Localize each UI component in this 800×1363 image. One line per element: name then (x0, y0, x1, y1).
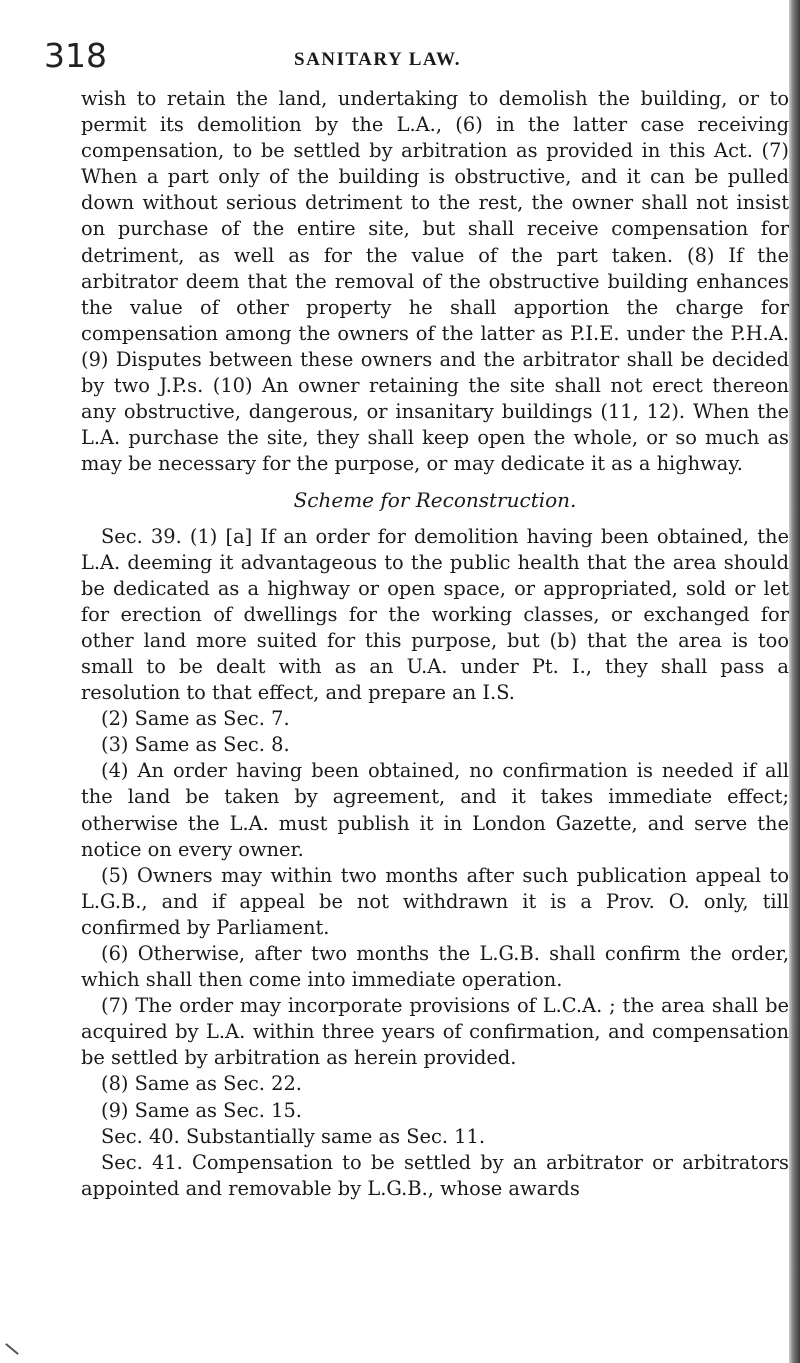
sec-39-clause-2: (2) Same as Sec. 7. (101, 707, 290, 731)
sec-39-clause-9: (9) Same as Sec. 15. (101, 1098, 302, 1122)
body-text (81, 86, 789, 1202)
sec-39-clause-6: (6) Otherwise, after two months the L.G.B. shall confirm the order, which shall then come into immediate operation. (81, 942, 789, 992)
sec-39-clause-7: (7) The order may incorporate provisions of L.C.A. ; the area shall be acquired by L.A. within three years of confirmation, and compensation be settled by arbitration as herein provided. (81, 994, 789, 1070)
sec-39-clause-8: (8) Same as Sec. 22. (101, 1072, 302, 1096)
sec-39-clause-3: (3) Same as Sec. 8. (101, 733, 290, 757)
sec-39-clause-4: (4) An order having been obtained, no confirmation is needed if all the land be taken by agreement, and it takes immediate effect; otherwise the L.A. must publish it in London Gazette, and serve the notice on every owner. (81, 759, 789, 861)
sec-41: Sec. 41. Compensation to be settled by an arbitrator or arbitrators appointed and removable by L.G.B., whose awards (81, 1150, 789, 1200)
section-heading: Scheme for Reconstruction. (293, 488, 577, 513)
page-edge-shadow (789, 0, 800, 1363)
corner-mark (5, 1343, 19, 1355)
sec-39-clause-5: (5) Owners may within two months after such publication appeal to L.G.B., and if appeal be not withdrawn it is a Prov. O. only, till confirmed by Parliament. (81, 863, 789, 939)
page-number: 318 (44, 36, 107, 75)
running-head: SANITARY LAW. (294, 49, 462, 70)
sec-39-clause-1: Sec. 39. (1) [a] If an order for demolition having been obtained, the L.A. deeming it advantageous to the public health that the area should be dedicated as a highway or open space, or appropriated, sold or let for erection of dwellings for the working classes, or exchanged for other land more suited for this purpose, but (b) that the area is too small to be dealt with as an U.A. under Pt. I., they shall pass a resolution to that effect, and prepare an I.S. (81, 524, 789, 705)
page-header (44, 36, 784, 86)
sec-40: Sec. 40. Substantially same as Sec. 11. (101, 1124, 485, 1148)
continuation-paragraph: wish to retain the land, undertaking to demolish the building, or to permit its demolition by the L.A., (6) in the latter case receiving compensation, to be settled by arbitration as provided in this Act. (7) When a part only of the building is obstructive, and it can be pulled down without serious detriment to the rest, the owner shall not insist on purchase of the entire site, but shall receive compensation for detriment, as well as for the value of the part taken. (8) If the arbitrator deem that the removal of the obstructive building enhances the value of other property he shall apportion the charge for compensation among the owners of the latter as P.I.E. under the P.H.A. (9) Disputes between these owners and the arbitrator shall be decided by two J.P.s. (10) An owner retaining the site shall not erect thereon any obstructive, dangerous, or insanitary buildings (11, 12). When the L.A. purchase the site, they shall keep open the whole, or so much as may be necessary for the purpose, or may dedicate it as a highway. (81, 87, 789, 476)
